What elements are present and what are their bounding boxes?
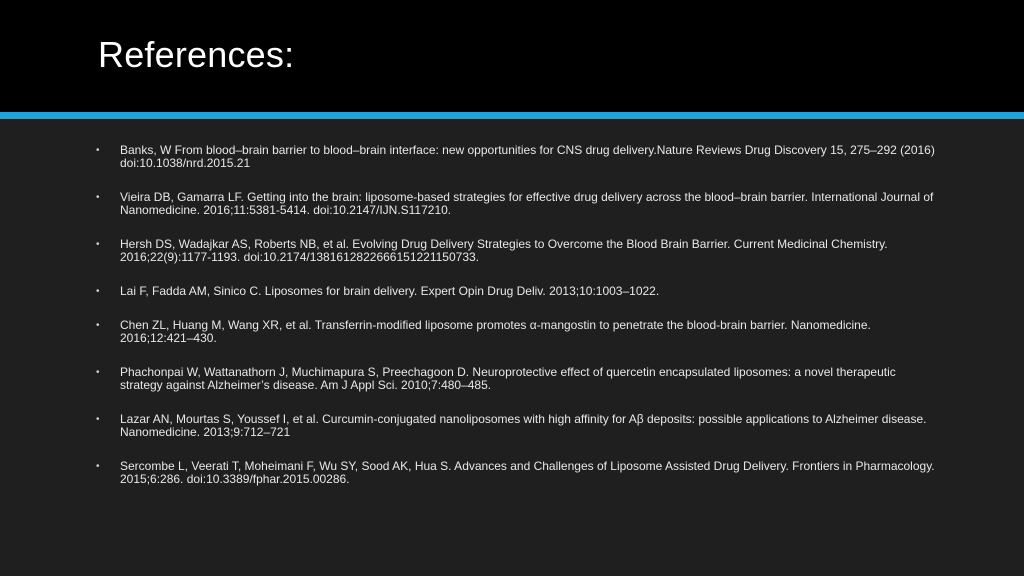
reference-text: Sercombe L, Veerati T, Moheimani F, Wu SY, Sood AK, Hua S. Advances and Challenges of Liposome Assisted Drug Delivery. Frontiers in Pharmacology. 2015;6:286. doi:10.3389/fphar.2015.00286.: [120, 459, 935, 486]
reference-item: [96, 413, 936, 439]
reference-item: [96, 366, 936, 392]
reference-item: [96, 460, 936, 486]
bullet-icon: •: [96, 192, 100, 203]
title-bar: [0, 0, 1024, 112]
reference-item: [96, 285, 936, 298]
reference-item: [96, 238, 936, 264]
reference-list: [96, 144, 936, 486]
reference-text: Lai F, Fadda AM, Sinico C. Liposomes for brain delivery. Expert Opin Drug Deliv. 2013;10:1003–1022.: [120, 284, 660, 298]
bullet-icon: •: [96, 286, 100, 297]
bullet-icon: •: [96, 414, 100, 425]
bullet-icon: •: [96, 367, 100, 378]
reference-text: Phachonpai W, Wattanathorn J, Muchimapura S, Preechagoon D. Neuroprotective effect of quercetin encapsulated liposomes: a novel therapeutic strategy against Alzheimer’s disease. Am J Appl Sci. 2010;7:480–485.: [120, 365, 896, 392]
reference-text: Hersh DS, Wadajkar AS, Roberts NB, et al. Evolving Drug Delivery Strategies to Overcome the Blood Brain Barrier. Current Medicinal Chemistry. 2016;22(9):1177-1193. doi:10.2174/1381612822666151221150733.: [120, 237, 888, 264]
reference-item: [96, 144, 936, 170]
reference-text: Vieira DB, Gamarra LF. Getting into the brain: liposome-based strategies for effective drug delivery across the blood–brain barrier. International Journal of Nanomedicine. 2016;11:5381-5414. doi:10.2147/IJN.S117210.: [120, 190, 934, 217]
bullet-icon: •: [96, 145, 100, 156]
accent-divider: [0, 112, 1024, 119]
reference-item: [96, 191, 936, 217]
reference-text: Chen ZL, Huang M, Wang XR, et al. Transferrin-modified liposome promotes α-mangostin to penetrate the blood-brain barrier. Nanomedicine. 2016;12:421–430.: [120, 318, 871, 345]
bullet-icon: •: [96, 461, 100, 472]
bullet-icon: •: [96, 320, 100, 331]
bullet-icon: •: [96, 239, 100, 250]
page-title: References:: [98, 34, 295, 75]
reference-item: [96, 319, 936, 345]
reference-text: Lazar AN, Mourtas S, Youssef I, et al. Curcumin-conjugated nanoliposomes with high affinity for Aβ deposits: possible applications to Alzheimer disease. Nanomedicine. 2013;9:712–721: [120, 412, 927, 439]
reference-text: Banks, W From blood–brain barrier to blood–brain interface: new opportunities for CNS drug delivery.Nature Reviews Drug Discovery 15, 275–292 (2016) doi:10.1038/nrd.2015.21: [120, 143, 935, 170]
